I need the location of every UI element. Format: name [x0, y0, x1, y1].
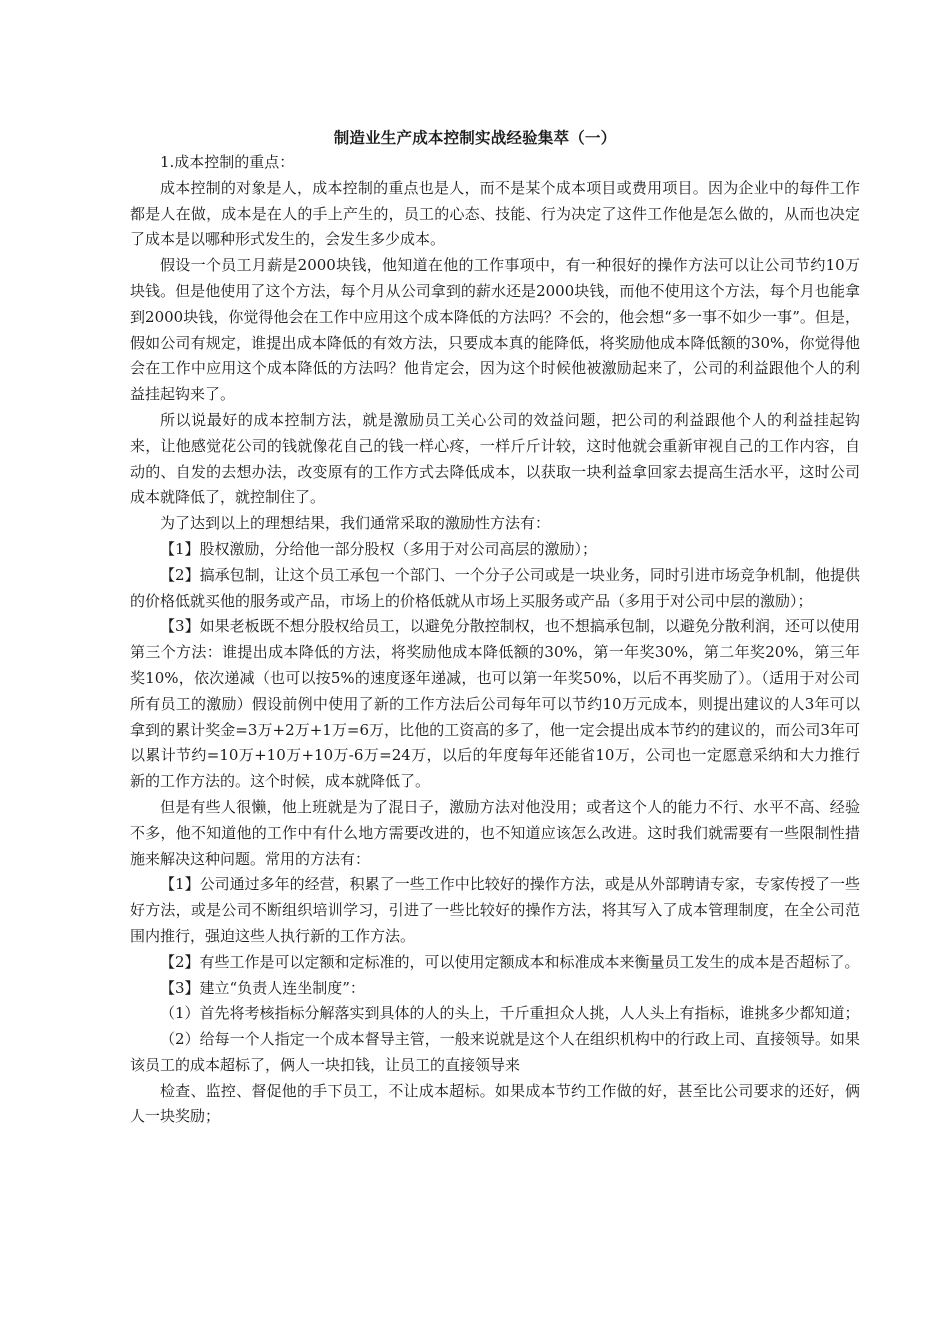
sub-list-item: （2）给每一个人指定一个成本督导主管，一般来说就是这个人在组织机构中的行政上司、直接领导。如果该员工的成本超标了，俩人一块扣钱，让员工的直接领导来: [130, 1030, 860, 1074]
list-item: 【3】建立“负责人连坐制度”：: [160, 978, 365, 997]
document-title: 制造业生产成本控制实战经验集萃（一）: [333, 129, 617, 147]
paragraph: 检查、监控、督促他的手下员工，不让成本超标。如果成本节约工作做的好，甚至比公司要求的还好，俩人一块奖励；: [130, 1081, 860, 1126]
paragraph: 成本控制的对象是人，成本控制的重点也是人，而不是某个成本项目或费用项目。因为企业中的每件工作都是人在做，成本是在人的手上产生的，员工的心态、技能、行为决定了这件工作他是怎么做的，从而也决定了成本是以哪种形式发生的，会发生多少成本。: [130, 178, 860, 249]
heading-cost-control-focus: 1.成本控制的重点：: [160, 153, 295, 171]
paragraph: 但是有些人很懒，他上班就是为了混日子，激励方法对他没用；或者这个人的能力不行、水平不高、经验不多，他不知道他的工作中有什么地方需要改进的，也不知道应该怎么改进。这时我们就需要有一些限制性措施来解决这种问题。常用的方法有：: [130, 797, 860, 868]
sub-list-item: （1）首先将考核指标分解落实到具体的人的头上，千斤重担众人挑，人人头上有指标，谁挑多少都知道；: [160, 1004, 860, 1023]
list-item: 【2】搞承包制，让这个员工承包一个部门、一个分子公司或是一块业务，同时引进市场竞争机制，他提供的价格低就买他的服务或产品，市场上的价格低就从市场上买服务或产品（多用于对公司中层的激励）；: [130, 565, 860, 610]
document-body: [130, 150, 860, 1130]
list-item: 【1】公司通过多年的经营，积累了一些工作中比较好的操作方法，或是从外部聘请专家，专家传授了一些好方法，或是公司不断组织培训学习，引进了一些比较好的操作方法，将其写入了成本管理制度，在全公司范围内推行，强迫这些人执行新的工作方法。: [130, 875, 860, 945]
list-item: 【2】有些工作是可以定额和定标准的，可以使用定额成本和标准成本来衡量员工发生的成本是否超标了。: [160, 952, 860, 971]
list-item: 【3】如果老板既不想分股权给员工，以避免分散控制权，也不想搞承包制，以避免分散利润，还可以使用第三个方法：谁提出成本降低的方法，将奖励他成本降低额的30%，第一年奖30%，第二年奖20%，第三年奖10%，依次递减（也可以按5%的速度逐年递减，也可以第一年奖50%，以后不再奖励了）。（适用于对公司所有员工的激励）假设前例中使用了新的工作方法后公司每年可以节约10万元成本，则提出建议的人3年可以拿到的累计奖金=3万+2万+1万=6万，比他的工资高的多了，他一定会提出成本节约的建议的，而公司3年可以累计节约=10万+10万+10万-6万=24万，以后的年度每年还能省10万，公司也一定愿意采纳和大力推行新的工作方法的。这个时候，成本就降低了。: [130, 617, 860, 791]
paragraph: 为了达到以上的理想结果，我们通常采取的激励性方法有：: [160, 514, 551, 533]
list-item: 【1】股权激励，分给他一部分股权（多用于对公司高层的激励）；: [160, 539, 598, 558]
paragraph: 所以说最好的成本控制方法，就是激励员工关心公司的效益问题，把公司的利益跟他个人的利益挂起钩来，让他感觉花公司的钱就像花自己的钱一样心疼，一样斤斤计较，这时他就会重新审视自己的工作内容，自动的、自发的去想办法，改变原有的工作方式去降低成本，以获取一块利益拿回家去提高生活水平，这时公司成本就降低了，就控制住了。: [130, 410, 860, 507]
paragraph: 假设一个员工月薪是2000块钱，他知道在他的工作事项中，有一种很好的操作方法可以让公司节约10万块钱。但是他使用了这个方法，每个月从公司拿到的薪水还是2000块钱，而他不使用这个方法，每个月也能拿到2000块钱，你觉得他会在工作中应用这个成本降低的方法吗？不会的，他会想“多一事不如少一事”。但是，假如公司有规定，谁提出成本降低的有效方法，只要成本真的能降低，将奖励他成本降低额的30%，你觉得他会在工作中应用这个成本降低的方法吗？他肯定会，因为这个时候他被激励起来了，公司的利益跟他个人的利益挂起钩来了。: [130, 256, 860, 404]
